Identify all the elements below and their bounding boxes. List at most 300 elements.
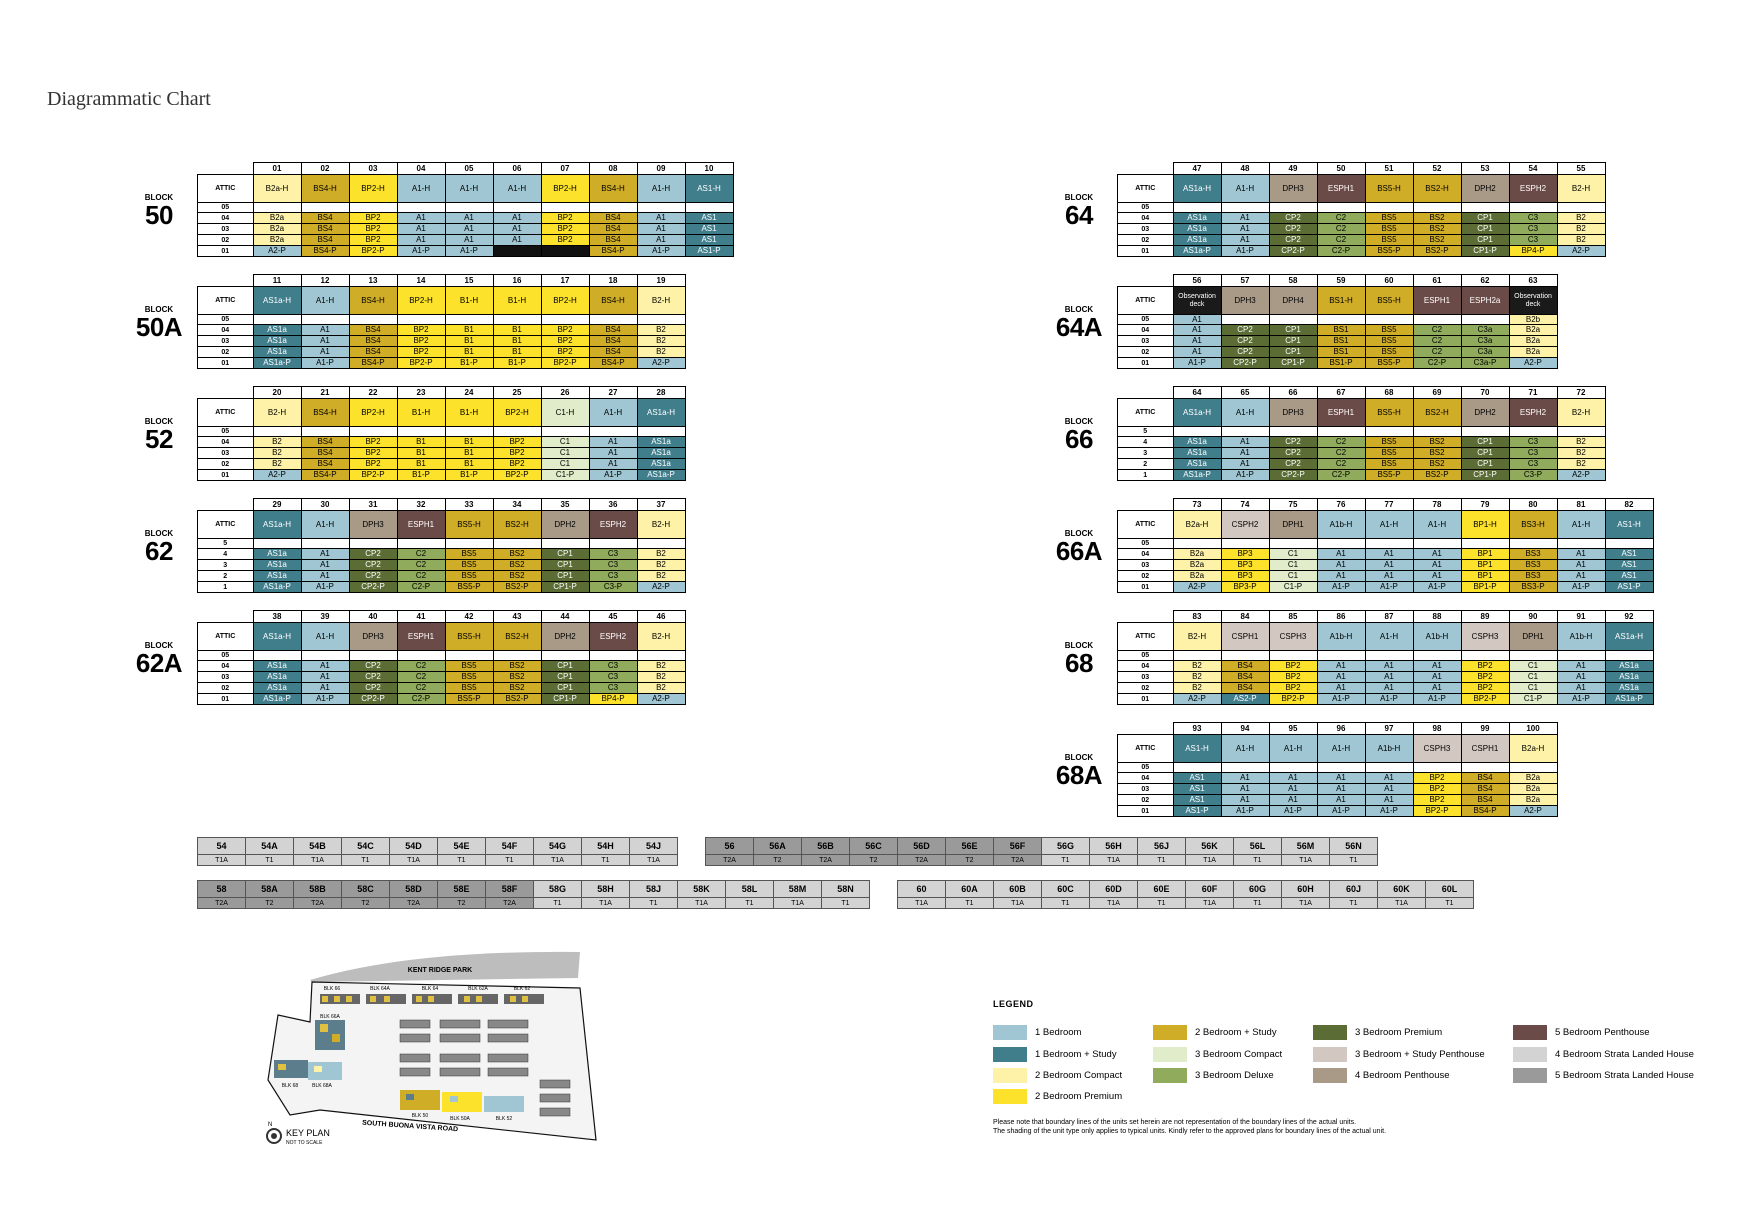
unit-type-cell: B2: [253, 437, 301, 448]
landed-house-type: T2A: [898, 855, 946, 866]
unit-type-cell: C3: [589, 683, 637, 694]
legend-label: 2 Bedroom Premium: [1035, 1091, 1123, 1102]
blk-label: BLK 52: [495, 1116, 513, 1122]
block-number: 64: [1065, 200, 1093, 230]
unit-number: 85: [1269, 611, 1317, 623]
unit-type-cell: BP2: [493, 437, 541, 448]
unit-type-cell: A1: [637, 235, 685, 246]
unit-type-cell: BP2: [541, 235, 589, 246]
unit-type-cell: C2-P: [1317, 246, 1365, 257]
unit-type-cell: BS1: [1317, 325, 1365, 336]
block-word: BLOCK: [144, 417, 174, 426]
unit-type-cell: CP1: [1461, 437, 1509, 448]
unit-type-cell: A1: [397, 213, 445, 224]
unit-type-cell: A1: [1221, 437, 1269, 448]
unit-type-cell: BP2: [397, 325, 445, 336]
landed-house-number: 54A: [246, 838, 294, 855]
unit-type-cell: C2: [397, 661, 445, 672]
unit-type-cell: [1221, 651, 1269, 661]
unit-type-cell: A2-P: [253, 470, 301, 481]
unit-type-cell: AS1a: [1173, 235, 1221, 246]
block-label: [129, 642, 189, 676]
legend-swatch: [1153, 1025, 1187, 1040]
unit-type-cell: A2-P: [1173, 582, 1221, 593]
unit-type-cell: B1: [445, 336, 493, 347]
landed-house-number: 54H: [582, 838, 630, 855]
landed-house-number: 58J: [630, 881, 678, 898]
floor-label: 04: [198, 661, 254, 672]
unit-type-cell: [541, 203, 589, 213]
unit-type-cell: BS1: [1317, 336, 1365, 347]
unit-type-cell: AS1a: [253, 661, 301, 672]
unit-type-cell: AS1a: [1605, 683, 1653, 694]
unit-number: 78: [1413, 499, 1461, 511]
unit-type-cell: A1: [1365, 683, 1413, 694]
legend-swatch: [1313, 1068, 1347, 1083]
unit-type-cell: AS1a-H: [1173, 175, 1221, 203]
unit-type-cell: [1413, 427, 1461, 437]
unit-type-cell: B2: [253, 459, 301, 470]
unit-number: 17: [541, 275, 589, 287]
unit-type-cell: A1: [1221, 773, 1269, 784]
unit-number: 65: [1221, 387, 1269, 399]
unit-type-cell: BP2-H: [349, 399, 397, 427]
block-word: BLOCK: [144, 193, 174, 202]
landed-house-type: T2A: [706, 855, 754, 866]
unit-number: 10: [685, 163, 733, 175]
unit-type-cell: BS2-H: [493, 511, 541, 539]
unit-type-cell: [493, 651, 541, 661]
unit-type-cell: BS5: [1365, 459, 1413, 470]
landed-house-type: T1A: [1090, 855, 1138, 866]
unit-type-cell: B2: [253, 448, 301, 459]
landed-house-number: 60L: [1426, 881, 1474, 898]
unit-type-cell: AS1a: [1605, 661, 1653, 672]
block-number: 62A: [135, 648, 183, 678]
unit-type-cell: BS5: [1365, 437, 1413, 448]
landed-house-number: 56A: [754, 838, 802, 855]
unit-type-cell: [1173, 651, 1221, 661]
unit-type-cell: B2a: [1173, 560, 1221, 571]
unit-type-cell: CSPH2: [1221, 511, 1269, 539]
legend-swatch: [1313, 1047, 1347, 1062]
unit-type-cell: A1-H: [1221, 175, 1269, 203]
unit-number: 08: [589, 163, 637, 175]
unit-type-cell: DPH2: [1461, 175, 1509, 203]
unit-number: 36: [589, 499, 637, 511]
unit-number: 62: [1461, 275, 1509, 287]
floor-plan-table: [197, 386, 686, 481]
unit-number: 42: [445, 611, 493, 623]
block-word: BLOCK: [144, 529, 174, 538]
north-arrow-dot-icon: [271, 1133, 277, 1139]
unit-type-cell: BP2: [397, 336, 445, 347]
floor-label: 03: [198, 336, 254, 347]
unit-type-cell: A2-P: [637, 358, 685, 369]
unit-type-cell: A1-H: [1221, 735, 1269, 763]
landed-house-type: T1: [1234, 898, 1282, 909]
unit-type-cell: B1-P: [445, 358, 493, 369]
unit-type-cell: [589, 539, 637, 549]
landed-house-number: 56F: [994, 838, 1042, 855]
key-plan-subtitle: NOT TO SCALE: [286, 1140, 323, 1146]
unit-type-cell: BP3: [1221, 549, 1269, 560]
unit-type-cell: A1: [445, 213, 493, 224]
unit-type-cell: C3a: [1461, 325, 1509, 336]
unit-type-cell: CP2: [1269, 448, 1317, 459]
floor-label: 04: [1118, 213, 1174, 224]
legend-swatch: [1153, 1047, 1187, 1062]
unit-type-cell: BS2-P: [1413, 470, 1461, 481]
unit-type-cell: C2-P: [1413, 358, 1461, 369]
unit-type-cell: BS4: [349, 325, 397, 336]
block-word: BLOCK: [1064, 641, 1094, 650]
unit-type-cell: B1-P: [397, 470, 445, 481]
landed-house-number: 56: [706, 838, 754, 855]
unit-type-cell: CP1: [1461, 448, 1509, 459]
landed-house-type: T2A: [486, 898, 534, 909]
unit-type-cell: A2-P: [1173, 694, 1221, 705]
unit-number: 39: [301, 611, 349, 623]
unit-type-cell: AS1: [685, 224, 733, 235]
legend-swatch: [1513, 1025, 1547, 1040]
legend-swatch: [993, 1025, 1027, 1040]
unit-type-cell: A1: [1365, 784, 1413, 795]
unit-type-cell: CP2-P: [349, 694, 397, 705]
unit-type-cell: BP2: [541, 347, 589, 358]
landed-house-number: 56N: [1330, 838, 1378, 855]
floor-label: 03: [198, 448, 254, 459]
unit-type-cell: B1: [493, 347, 541, 358]
landed-house-type: T1: [1042, 898, 1090, 909]
unit-type-cell: BS2-P: [493, 694, 541, 705]
unit-type-cell: BP2: [349, 213, 397, 224]
unit-type-cell: BP2-P: [1461, 694, 1509, 705]
unit-type-cell: B2a: [1509, 325, 1557, 336]
landed-house-type: T1: [1138, 898, 1186, 909]
unit-type-cell: B2a: [1173, 571, 1221, 582]
unit-number: 60: [1365, 275, 1413, 287]
floor-label: 05: [1118, 539, 1174, 549]
unit-type-cell: [1221, 203, 1269, 213]
unit-type-cell: CP2: [349, 571, 397, 582]
landed-house-number: 60J: [1330, 881, 1378, 898]
legend-label: 1 Bedroom: [1035, 1027, 1082, 1038]
landed-house-number: 54F: [486, 838, 534, 855]
unit-type-cell: BP2: [541, 336, 589, 347]
unit-type-cell: BS5: [445, 560, 493, 571]
unit-type-cell: BS2: [493, 571, 541, 582]
unit-type-cell: A1: [301, 549, 349, 560]
unit-type-cell: B2-H: [253, 399, 301, 427]
unit-type-cell: [1413, 203, 1461, 213]
unit-number: 47: [1173, 163, 1221, 175]
unit-type-cell: CP2-P: [1269, 246, 1317, 257]
unit-type-cell: C2-P: [1317, 470, 1365, 481]
unit-type-cell: B1-H: [493, 287, 541, 315]
unit-type-cell: [1269, 203, 1317, 213]
unit-type-cell: BS4-H: [301, 175, 349, 203]
landed-house-number: 58G: [534, 881, 582, 898]
unit-type-cell: A2-P: [1557, 470, 1605, 481]
unit-type-cell: A1b-H: [1365, 735, 1413, 763]
unit-type-cell: A2-P: [1557, 246, 1605, 257]
floor-label: 02: [1118, 347, 1174, 358]
unit-type-cell: BS4: [589, 336, 637, 347]
block-word: BLOCK: [1064, 305, 1094, 314]
landed-house-number: 56M: [1282, 838, 1330, 855]
unit-type-cell: [301, 315, 349, 325]
unit-type-cell: A1: [1413, 549, 1461, 560]
unit-type-cell: DPH3: [1221, 287, 1269, 315]
unit-type-cell: A1: [493, 213, 541, 224]
unit-type-cell: A1: [301, 325, 349, 336]
unit-type-cell: BS4: [1461, 795, 1509, 806]
unit-type-cell: A1-H: [1365, 623, 1413, 651]
unit-type-cell: AS1: [1173, 773, 1221, 784]
unit-type-cell: C3: [1509, 235, 1557, 246]
unit-type-cell: B2: [637, 549, 685, 560]
unit-type-cell: B2a: [1509, 336, 1557, 347]
unit-type-cell: BS4-H: [589, 175, 637, 203]
unit-type-cell: BP2: [493, 459, 541, 470]
floor-label: 04: [1118, 549, 1174, 560]
landed-house-type: T1A: [994, 898, 1042, 909]
unit-type-cell: A1: [301, 683, 349, 694]
floor-label: 05: [198, 203, 254, 213]
unit-type-cell: A1: [1317, 683, 1365, 694]
unit-type-cell: CP2-P: [1269, 470, 1317, 481]
legend-label: 3 Bedroom Deluxe: [1195, 1070, 1274, 1081]
landed-house-number: 58D: [390, 881, 438, 898]
unit-type-cell: CP2: [1221, 336, 1269, 347]
page-title: Diagrammatic Chart: [47, 88, 211, 110]
unit-type-cell: C3: [1509, 224, 1557, 235]
floor-label: 02: [1118, 683, 1174, 694]
unit-type-cell: BS4: [301, 459, 349, 470]
unit-type-cell: C1-P: [1269, 582, 1317, 593]
floor-label: 03: [1118, 784, 1174, 795]
unit-type-cell: [685, 203, 733, 213]
unit-type-cell: A1: [493, 224, 541, 235]
floor-label: 03: [1118, 336, 1174, 347]
unit-type-cell: A1-P: [1317, 582, 1365, 593]
unit-type-cell: [349, 539, 397, 549]
unit-type-cell: A1: [1173, 325, 1221, 336]
unit-number: 28: [637, 387, 685, 399]
unit-number: 29: [253, 499, 301, 511]
unit-type-cell: C2-P: [397, 694, 445, 705]
unit-type-cell: BS5: [445, 683, 493, 694]
landed-house-number: 56E: [946, 838, 994, 855]
unit-type-cell: A1-P: [1413, 582, 1461, 593]
unit-type-cell: A1: [1413, 683, 1461, 694]
unit-number: 93: [1173, 723, 1221, 735]
unit-type-cell: BP2: [541, 224, 589, 235]
block-label: [129, 194, 189, 228]
unit-type-cell: CSPH3: [1269, 623, 1317, 651]
unit-type-cell: ESPH1: [1413, 287, 1461, 315]
unit-type-cell: [1413, 763, 1461, 773]
table-corner: [1118, 723, 1174, 735]
unit-type-cell: AS1a-H: [253, 511, 301, 539]
landed-house-type: T2A: [294, 898, 342, 909]
legend-swatch: [993, 1068, 1027, 1083]
floor-label: 03: [198, 224, 254, 235]
landed-house-number: 54G: [534, 838, 582, 855]
unit-type-cell: CP1: [1461, 459, 1509, 470]
unit-type-cell: ESPH1: [1317, 175, 1365, 203]
unit-type-cell: A1-P: [1221, 246, 1269, 257]
landed-house-number: 56H: [1090, 838, 1138, 855]
unit-type-cell: CP1: [1461, 235, 1509, 246]
floor-label: ATTIC: [1118, 623, 1174, 651]
unit-type-cell: B2: [1557, 235, 1605, 246]
unit-type-cell: DPH1: [1269, 511, 1317, 539]
unit-type-cell: C2: [1317, 448, 1365, 459]
unit-type-cell: BS4-P: [301, 470, 349, 481]
unit-type-cell: CP1: [541, 683, 589, 694]
unit-type-cell: [397, 203, 445, 213]
landed-house-type: T1: [1042, 855, 1090, 866]
unit-number: 09: [637, 163, 685, 175]
unit-type-cell: AS1a: [1173, 213, 1221, 224]
landed-house-number: 58H: [582, 881, 630, 898]
table-corner: [198, 163, 254, 175]
unit-type-cell: CP1-P: [541, 582, 589, 593]
unit-type-cell: C1: [1509, 683, 1557, 694]
unit-type-cell: [1461, 539, 1509, 549]
unit-number: 100: [1509, 723, 1557, 735]
unit-type-cell: AS1-P: [685, 246, 733, 257]
unit-type-cell: BS3-P: [1509, 582, 1557, 593]
floor-plan-table: [197, 274, 686, 369]
strip-gap: [678, 838, 706, 855]
unit-type-cell: [1269, 539, 1317, 549]
legend-swatch: [993, 1089, 1027, 1104]
unit-type-cell: BS2: [1413, 437, 1461, 448]
unit-type-cell: A1-H: [397, 175, 445, 203]
unit-type-cell: A1: [1365, 571, 1413, 582]
floor-label: 03: [1118, 672, 1174, 683]
unit-type-cell: C3: [589, 661, 637, 672]
unit-number: 96: [1317, 723, 1365, 735]
unit-number: 06: [493, 163, 541, 175]
unit-number: 76: [1317, 499, 1365, 511]
landed-house-type: T1: [946, 898, 994, 909]
unit-type-cell: BS4-P: [349, 358, 397, 369]
unit-type-cell: A1: [1173, 336, 1221, 347]
unit-type-cell: [445, 651, 493, 661]
unit-type-cell: C1: [541, 448, 589, 459]
unit-type-cell: AS1a: [253, 347, 301, 358]
unit-type-cell: BS5: [445, 661, 493, 672]
unit-number: 38: [253, 611, 301, 623]
unit-type-cell: CP1: [1461, 213, 1509, 224]
key-plan-map: [260, 950, 600, 1150]
unit-type-cell: [397, 539, 445, 549]
unit-type-cell: BP2: [349, 235, 397, 246]
unit-type-cell: BS5-H: [1365, 399, 1413, 427]
unit-type-cell: AS1a-P: [253, 582, 301, 593]
floor-plan-table: [1117, 498, 1654, 593]
unit-type-cell: CP1-P: [1461, 470, 1509, 481]
unit-type-cell: BP2: [349, 459, 397, 470]
unit-type-cell: [1173, 427, 1221, 437]
landed-house-number: 60B: [994, 881, 1042, 898]
unit-type-cell: [445, 539, 493, 549]
unit-type-cell: CP1-P: [541, 694, 589, 705]
unit-type-cell: A1b-H: [1317, 623, 1365, 651]
unit-type-cell: BS4: [589, 213, 637, 224]
landed-house-number: 56C: [850, 838, 898, 855]
unit-type-cell: A1: [1365, 773, 1413, 784]
floor-label: ATTIC: [1118, 511, 1174, 539]
unit-type-cell: A1: [301, 336, 349, 347]
floor-label: 05: [198, 315, 254, 325]
unit-type-cell: [1557, 427, 1605, 437]
floor-plan-table: [1117, 162, 1606, 257]
legend: [993, 999, 1713, 1149]
unit-type-cell: CP1: [1269, 336, 1317, 347]
landed-house-type: T2A: [390, 898, 438, 909]
unit-type-cell: BP2-H: [541, 175, 589, 203]
landed-house-number: 58C: [342, 881, 390, 898]
unit-type-cell: B2: [1557, 213, 1605, 224]
unit-type-cell: CP2: [349, 661, 397, 672]
unit-type-cell: BS5: [1365, 224, 1413, 235]
unit-number: 73: [1173, 499, 1221, 511]
unit-type-cell: BS2-H: [493, 623, 541, 651]
unit-type-cell: BP4-P: [1509, 246, 1557, 257]
table-corner: [198, 275, 254, 287]
block-number: 50A: [135, 312, 183, 342]
unit-number: 53: [1461, 163, 1509, 175]
unit-type-cell: [1317, 203, 1365, 213]
unit-type-cell: A2-P: [1509, 806, 1557, 817]
unit-type-cell: CP1-P: [1461, 246, 1509, 257]
unit-type-cell: [541, 246, 589, 257]
unit-type-cell: B2b: [1509, 315, 1557, 325]
floor-plan-table: [197, 610, 686, 705]
unit-type-cell: BP2: [1413, 795, 1461, 806]
landed-house-type: T1: [486, 855, 534, 866]
unit-type-cell: CP1: [541, 672, 589, 683]
legend-swatch: [1513, 1047, 1547, 1062]
unit-type-cell: BS4: [301, 213, 349, 224]
unit-type-cell: AS1a: [1173, 448, 1221, 459]
unit-type-cell: BP3: [1221, 560, 1269, 571]
floor-label: ATTIC: [198, 175, 254, 203]
landed-house-type: T1A: [198, 855, 246, 866]
unit-number: 15: [445, 275, 493, 287]
unit-type-cell: AS1a-P: [253, 358, 301, 369]
unit-type-cell: B2: [637, 672, 685, 683]
unit-type-cell: [1173, 539, 1221, 549]
unit-number: 51: [1365, 163, 1413, 175]
unit-type-cell: A1: [1365, 672, 1413, 683]
unit-type-cell: BS5-P: [1365, 358, 1413, 369]
unit-number: 19: [637, 275, 685, 287]
floor-plan-table: [197, 498, 686, 593]
unit-type-cell: C2: [397, 560, 445, 571]
landed-house-type: T1A: [1090, 898, 1138, 909]
unit-type-cell: BP1: [1461, 560, 1509, 571]
unit-type-cell: DPH4: [1269, 287, 1317, 315]
landed-house-number: 54J: [630, 838, 678, 855]
unit-type-cell: A1-P: [301, 582, 349, 593]
blk-label: BLK 64: [421, 986, 439, 992]
